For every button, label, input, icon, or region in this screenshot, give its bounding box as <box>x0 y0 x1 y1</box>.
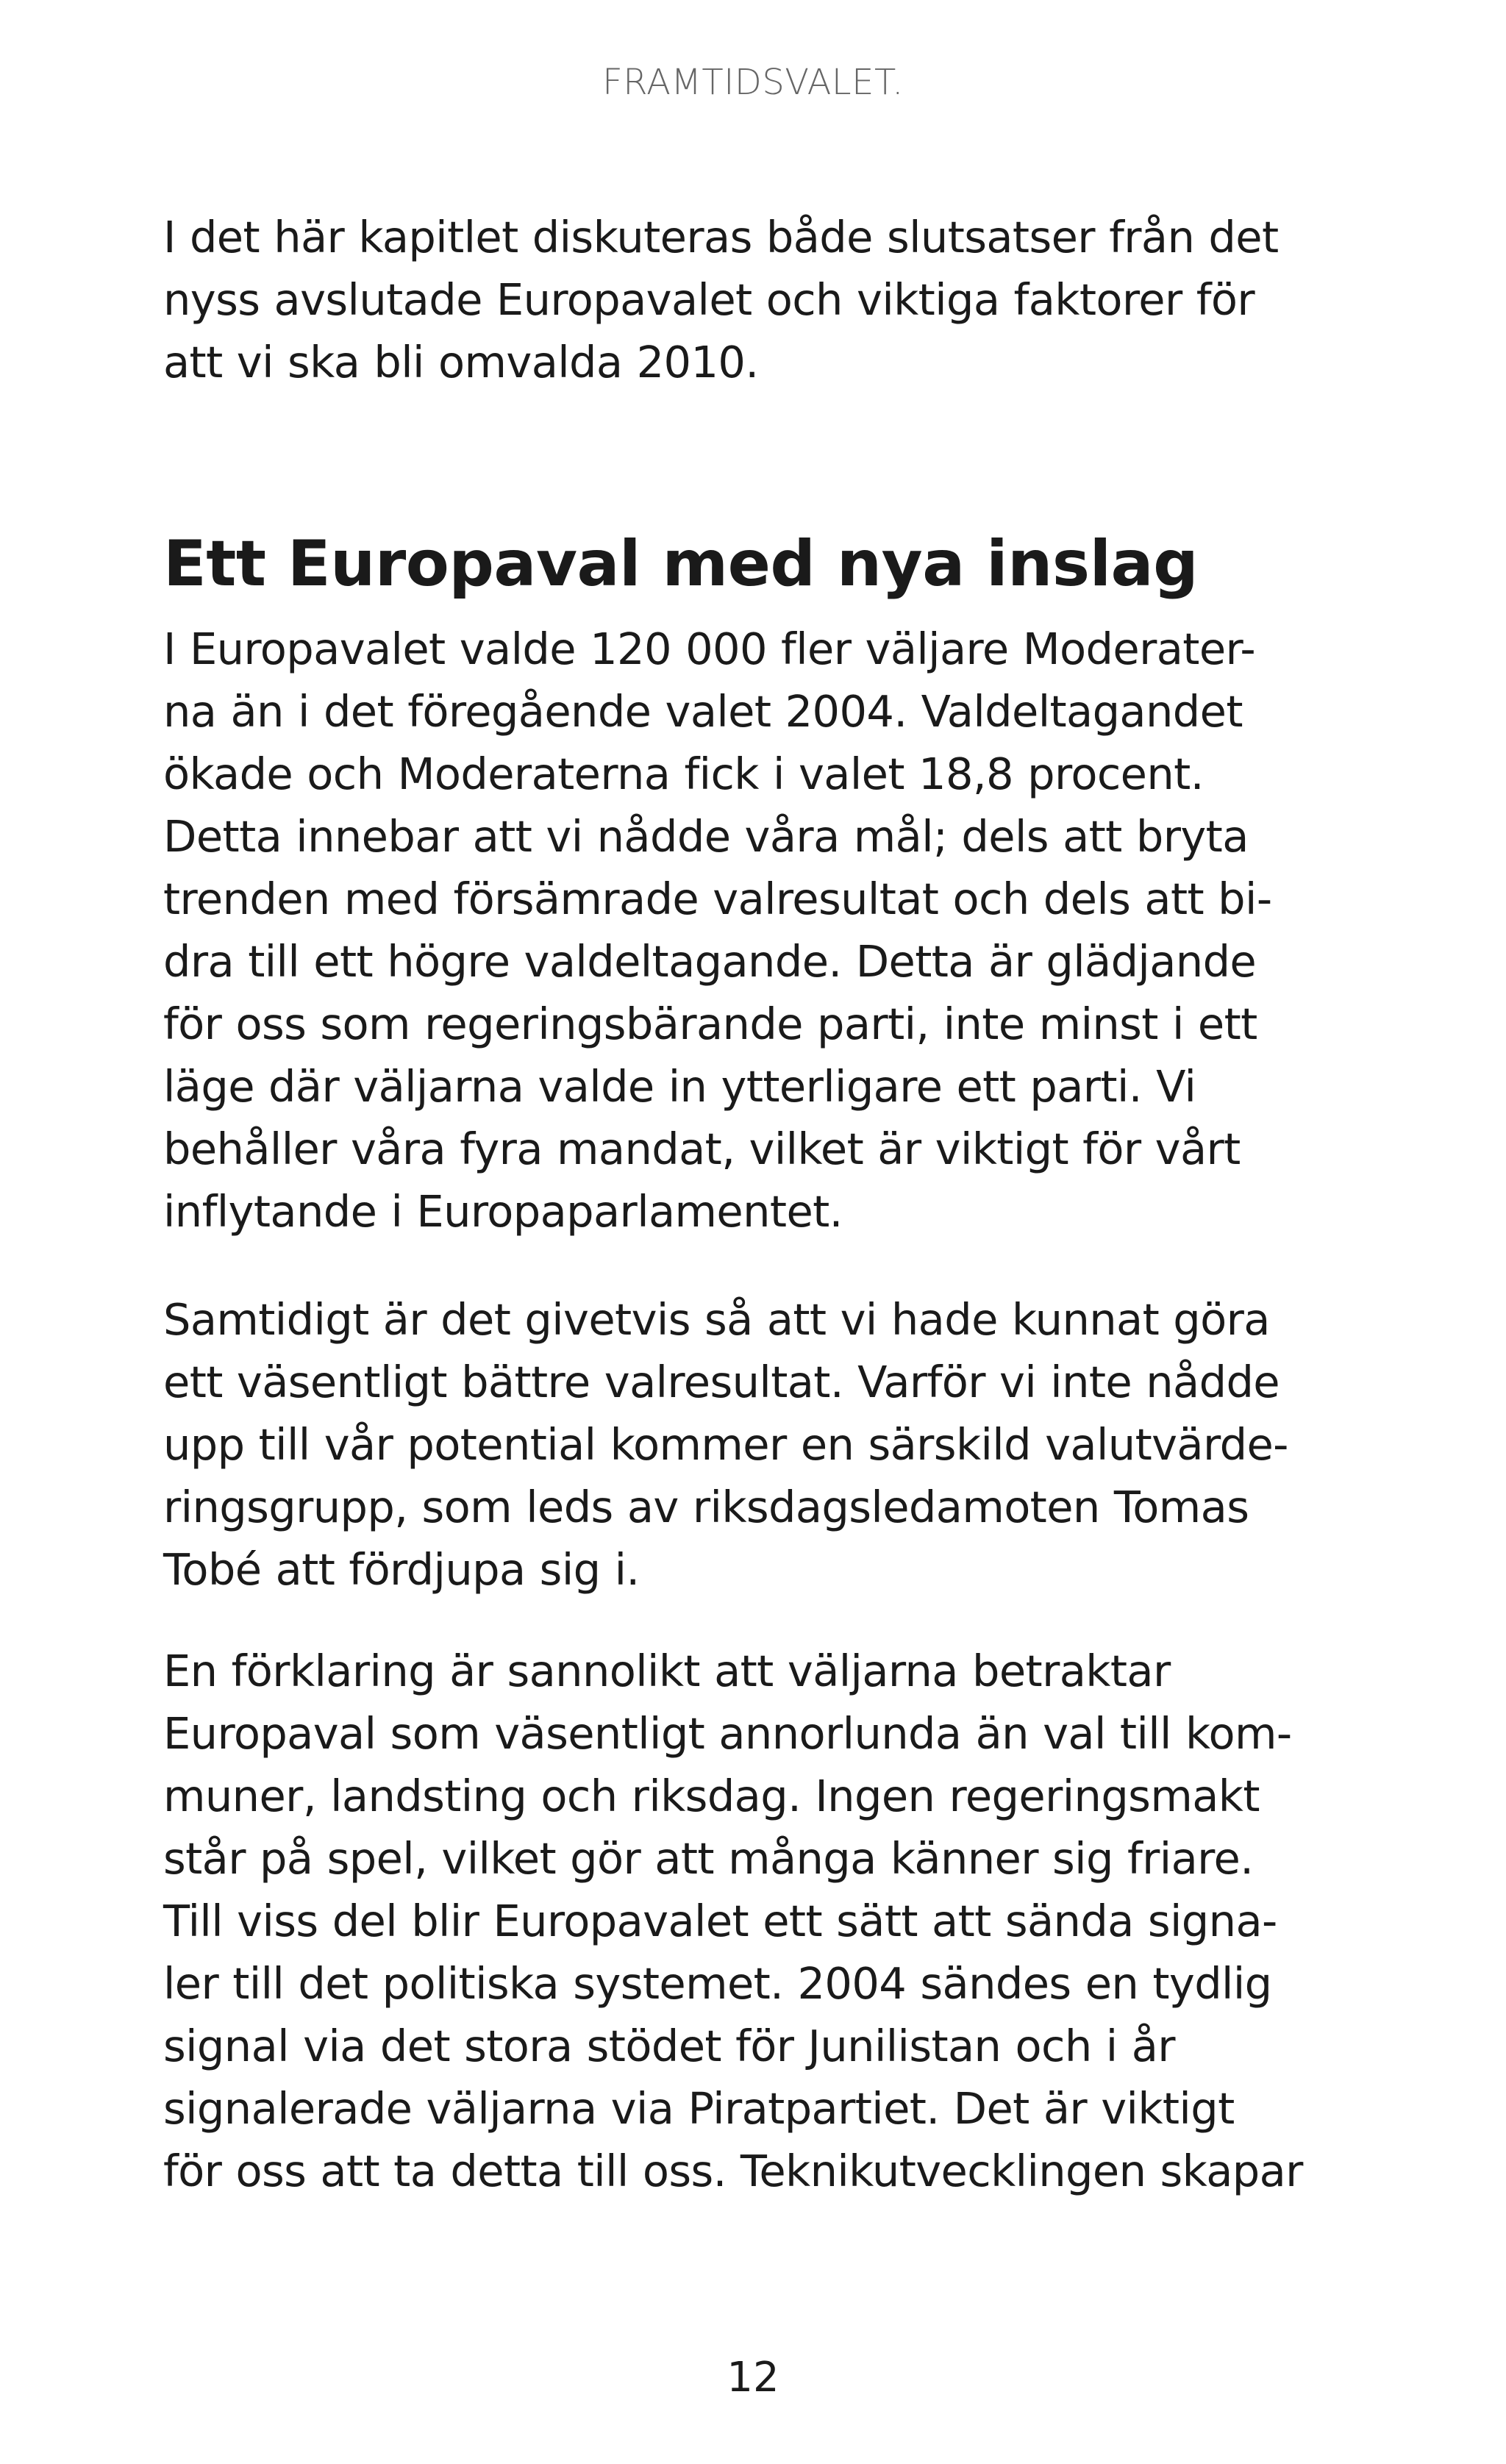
text-line: I det här kapitlet diskuteras både slutsatser från det <box>163 212 1279 263</box>
text-line: ringsgrupp, som leds av riksdagsledamoten Tomas <box>163 1482 1249 1532</box>
text-line: En förklaring är sannolikt att väljarna betraktar <box>163 1646 1171 1696</box>
text-line: ett väsentligt bättre valresultat. Varför vi inte nådde <box>163 1357 1280 1407</box>
text-line: Tobé att fördjupa sig i. <box>163 1544 640 1595</box>
text-line: inflytande i Europaparlamentet. <box>163 1186 843 1237</box>
text-line: nyss avslutade Europavalet och viktiga faktorer för <box>163 274 1255 325</box>
text-line: ökade och Moderaterna fick i valet 18,8 procent. <box>163 749 1204 799</box>
text-line: dra till ett högre valdeltagande. Detta är glädjande <box>163 936 1257 987</box>
text-line: muner, landsting och riksdag. Ingen regeringsmakt <box>163 1771 1260 1821</box>
text-line: I Europavalet valde 120 000 fler väljare Moderater- <box>163 624 1256 674</box>
text-line: signalerade väljarna via Piratpartiet. Det är viktigt <box>163 2083 1235 2134</box>
body-paragraph-1 <box>163 618 1296 1243</box>
intro-paragraph <box>163 206 1296 393</box>
text-line: behåller våra fyra mandat, vilket är viktigt för vårt <box>163 1124 1241 1174</box>
text-line: Detta innebar att vi nådde våra mål; dels att bryta <box>163 811 1249 862</box>
text-line: upp till vår potential kommer en särskild valutvärde- <box>163 1419 1288 1470</box>
text-line: läge där väljarna valde in ytterligare ett parti. Vi <box>163 1061 1196 1112</box>
body-paragraph-3 <box>163 1640 1303 2202</box>
text-line: för oss som regeringsbärande parti, inte minst i ett <box>163 999 1257 1049</box>
text-line: står på spel, vilket gör att många känner sig friare. <box>163 1833 1254 1884</box>
text-line: Samtidigt är det givetvis så att vi hade kunnat göra <box>163 1294 1270 1345</box>
text-line: na än i det föregående valet 2004. Valdeltagandet <box>163 686 1243 737</box>
text-line: att vi ska bli omvalda 2010. <box>163 337 759 388</box>
text-line: Europaval som väsentligt annorlunda än val till kom- <box>163 1708 1292 1759</box>
body-paragraph-2 <box>163 1288 1296 1601</box>
text-line: signal via det stora stödet för Junilistan och i år <box>163 2021 1175 2071</box>
text-line: Till viss del blir Europavalet ett sätt att sända signa- <box>163 1896 1277 1946</box>
text-line: ler till det politiska systemet. 2004 sändes en tydlig <box>163 1958 1272 2009</box>
running-header: FRAMTIDSVALET. <box>602 62 904 103</box>
text-line: för oss att ta detta till oss. Teknikutvecklingen skapar <box>163 2146 1303 2196</box>
page-number: 12 <box>727 2354 779 2401</box>
section-heading: Ett Europaval med nya inslag <box>163 527 1199 601</box>
text-line: trenden med försämrade valresultat och dels att bi- <box>163 874 1272 924</box>
